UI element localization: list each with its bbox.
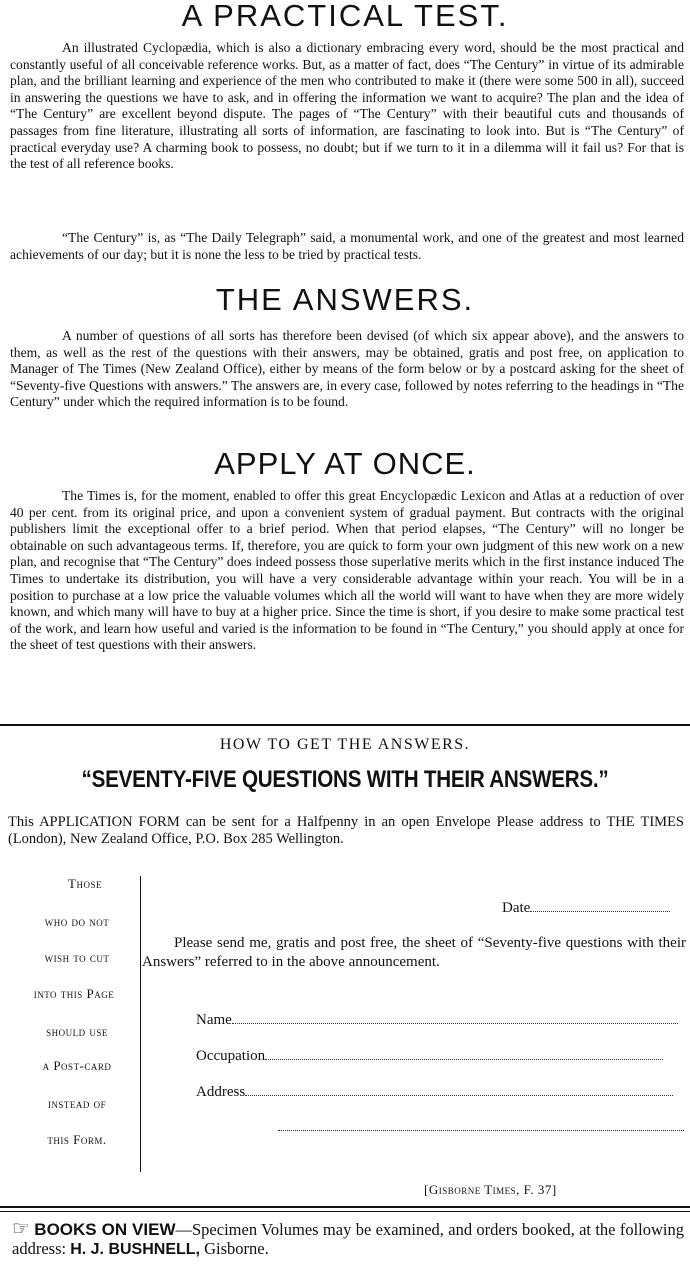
left-note-line: this Form. — [47, 1132, 107, 1147]
footer-place: Gisborne. — [204, 1239, 269, 1258]
form-left-note — [0, 870, 690, 1190]
address-line[interactable] — [245, 1095, 673, 1096]
heading-apply-at-once: APPLY AT ONCE. — [214, 446, 476, 481]
source-citation: [Gisborne Times, F. 37] — [424, 1182, 557, 1197]
form-column-divider — [140, 876, 141, 1172]
address-field-2[interactable] — [278, 1118, 684, 1136]
address-line-2[interactable] — [278, 1118, 684, 1131]
address-label: Address — [196, 1084, 246, 1100]
paragraph-practical-test-2: “The Century” is, as “The Daily Telegraph” said, a monumental work, and one of the greatest and most learned achievements of our day; but it is none the less to be tried by practical tests. — [10, 230, 684, 262]
name-field[interactable] — [196, 1012, 678, 1029]
form-request-text: Please send me, gratis and post free, the sheet of “Seventy-five questions with their Answers” referred to in the above announcement. — [142, 935, 686, 970]
divider-bottom-thin — [0, 1211, 690, 1212]
date-line[interactable] — [530, 911, 670, 912]
left-note-line: should use — [46, 1024, 108, 1039]
left-note-line: Those — [68, 876, 102, 891]
footer-notice — [12, 1220, 684, 1259]
form-kicker: HOW TO GET THE ANSWERS. — [219, 736, 471, 753]
pointing-hand-icon: ☞ — [12, 1218, 30, 1240]
address-field[interactable] — [196, 1084, 673, 1101]
paragraph-the-answers: A number of questions of all sorts has therefore been devised (of which six appear above), and the answers to them, as well as the rest of the questions with their answers, may be obtained, gratis and post free, on application to Manager of The Times (New Zealand Office), either by means of the form below or by a postcard asking for the sheet of “Seventy-five Questions with answers.” The answers are, in every case, followed by notes referring to the headings in “The Century” under which the required information is to be found. — [10, 328, 684, 410]
occupation-field[interactable] — [196, 1048, 663, 1065]
date-label: Date — [502, 900, 531, 916]
left-note-line: instead of — [47, 1096, 107, 1111]
footer-text: —Specimen Volumes may be examined, and orders booked, at the following address: — [12, 1220, 685, 1258]
form-title: “SEVENTY-FIVE QUESTIONS WITH THEIR ANSWERS.” — [81, 766, 609, 793]
name-line[interactable] — [232, 1023, 678, 1024]
divider-bottom — [0, 1206, 690, 1208]
heading-the-answers: THE ANSWERS. — [215, 282, 475, 317]
footer-name: H. J. BUSHNELL, — [70, 1241, 200, 1258]
paragraph-practical-test-1: An illustrated Cyclopædia, which is also a dictionary embracing every word, should be the most practical and constantly useful of all conceivable reference works. But, as a matter of fact, does “The Century” in virtue of its admirable plan, and the brilliant learning and experience of the men who contributed to make it (there were some 500 in all), succeed in answering the questions we have to ask, and in offering the information we want to acquire? The plan and the idea of “The Century” are excellent beyond dispute. The pages of “The Century” with their beautiful cuts and thousands of passages from fine literature, illustrating all sorts of information, are fascinating to look into. But is “The Century” of practical everyday use? A charming book to possess, no doubt; but if we turn to it in a dilemma will it fail us? For that is the test of all reference books. — [10, 40, 684, 172]
divider-top — [0, 724, 690, 726]
left-note-line: into this Page — [33, 986, 115, 1001]
left-note-line: who do not — [44, 914, 110, 929]
left-note-line: wish to cut — [44, 950, 110, 965]
form-intro: This APPLICATION FORM can be sent for a Halfpenny in an open Envelope Please address to THE TIMES (London), New Zealand Office, P.O. Box 285 Wellington. — [8, 814, 684, 847]
occupation-line[interactable] — [265, 1059, 663, 1060]
footer-lead: BOOKS ON VIEW — [34, 1220, 176, 1239]
left-note-line: a Post-card — [42, 1058, 112, 1073]
paragraph-apply-at-once: The Times is, for the moment, enabled to offer this great Encyclopædic Lexicon and Atlas at a reduction of over 40 per cent. from its original price, and upon a convenient system of gradual payment. But contracts with the original publishers limit the exceptional offer to a brief period. When that period elapses, “The Century” will no longer be obtainable on such advantageous terms. If, therefore, you are quick to form your own judgment of this new work on a new plan, and recognise that “The Century” does indeed possess those superlative merits which in the first instance induced The Times to undertake its distribution, you will have a very considerable advantage within your reach. You will be in a position to purchase at a low price the valuable volumes which all the world will want to have when they are more widely known, and which many will have to buy at a higher price. Since the time is short, if you desire to make some practical test of the work, and learn how useful and varied is the information to be found in “The Century,” you should apply at once for the sheet of test questions with their answers. — [10, 488, 684, 653]
date-field[interactable] — [502, 900, 670, 917]
name-label: Name — [196, 1012, 232, 1028]
occupation-label: Occupation — [196, 1048, 266, 1064]
heading-practical-test: A PRACTICAL TEST. — [181, 0, 509, 33]
